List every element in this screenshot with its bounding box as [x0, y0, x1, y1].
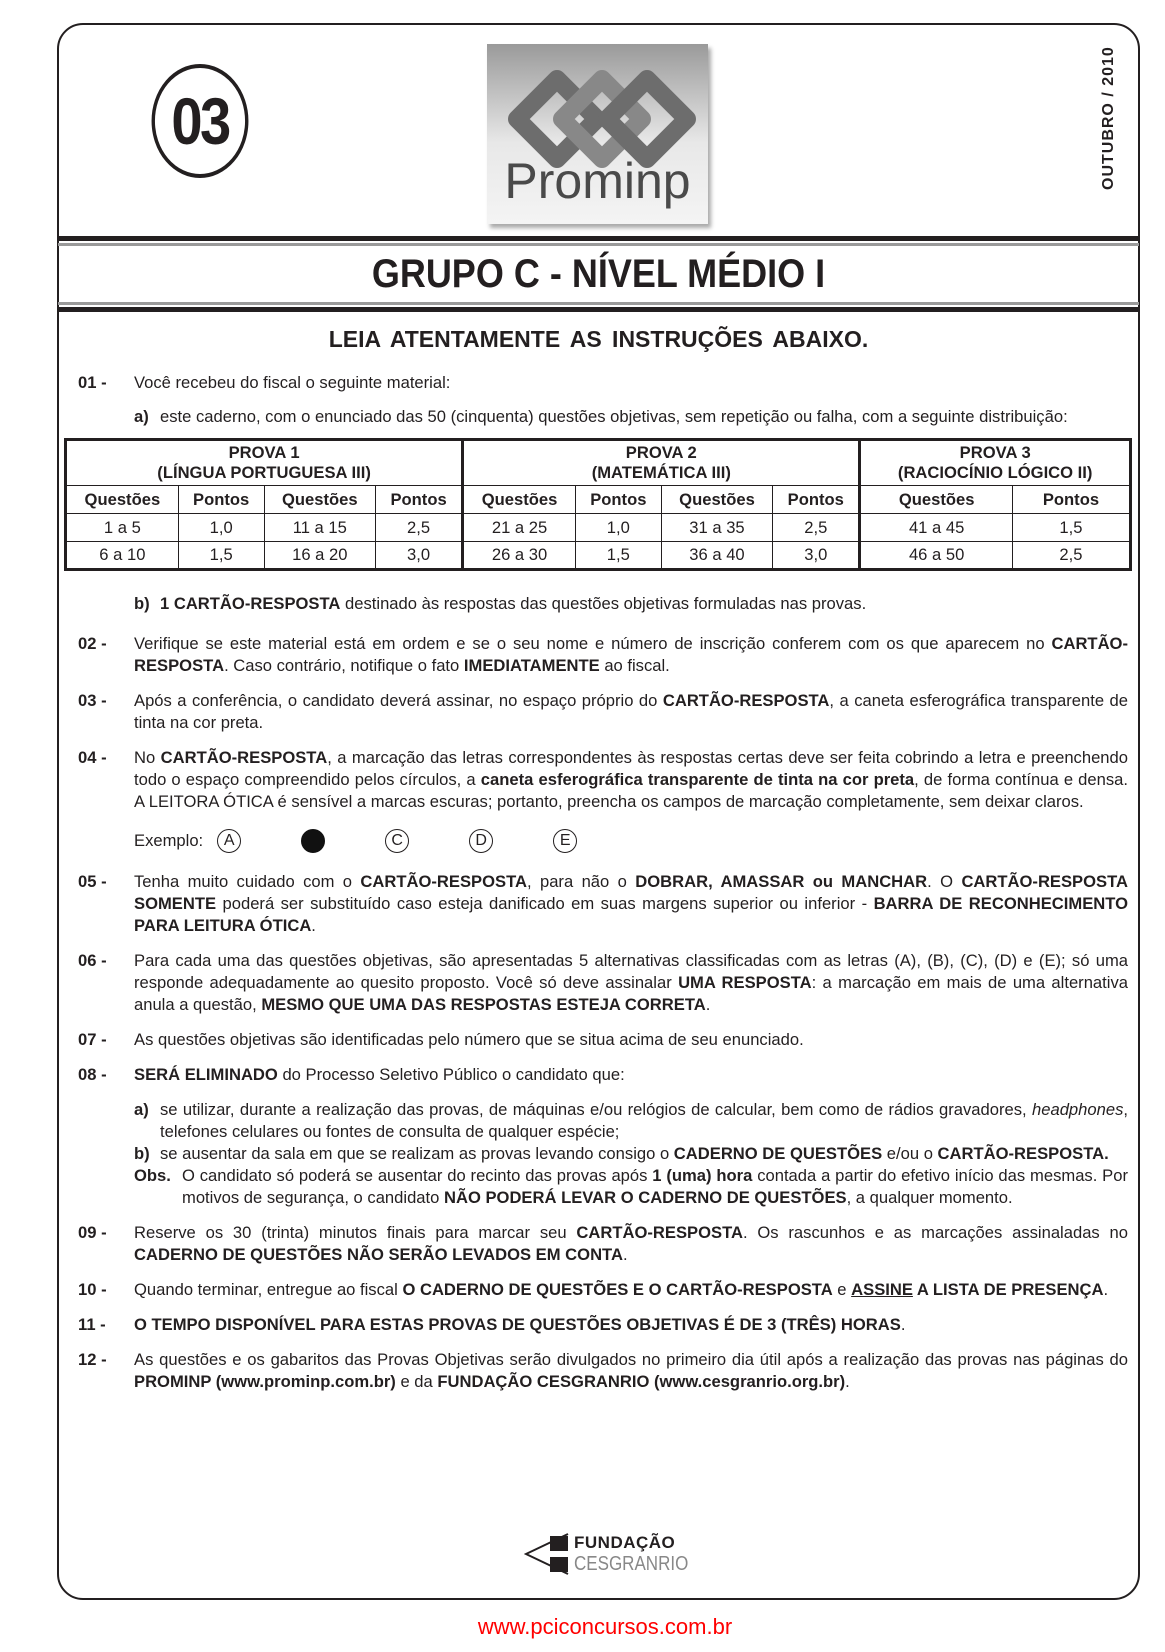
item-text [134, 1314, 1128, 1336]
text-segment: CARTÃO-RESPOSTA [662, 691, 830, 710]
example-label: Exemplo: [134, 831, 204, 850]
answer-bubble-d [469, 829, 493, 853]
text-segment: UMA RESPOSTA [678, 973, 812, 992]
instruction-item [78, 372, 1128, 394]
table-cell: 1,5 [178, 542, 264, 570]
table-group-header [66, 440, 463, 486]
instruction-item [78, 1314, 1128, 1336]
instruction-item [78, 747, 1128, 813]
instruction-item [78, 950, 1128, 1016]
item-text [134, 747, 1128, 813]
text-segment: contada a partir do efetivo início das mesmas. Por motivos de segurança, o candidato [182, 1166, 1128, 1207]
text-segment: caneta esferográfica transparente de tinta na cor preta [480, 770, 915, 789]
text-segment: se ausentar da sala em que se realizam as provas levando consigo o [160, 1144, 674, 1163]
item-number: 03 - [78, 691, 107, 710]
text-segment: poderá ser substituído caso esteja danificado em suas margens superior ou inferior - [216, 894, 874, 913]
table-cell: 11 a 15 [264, 514, 375, 542]
bubble-letter: E [559, 832, 571, 849]
text-segment: FUNDAÇÃO CESGRANRIO (www.cesgranrio.org.br) [437, 1372, 846, 1391]
text-segment: . [311, 916, 316, 935]
table-cell: 6 a 10 [66, 542, 179, 570]
bubble-letter: C [391, 832, 403, 849]
exam-distribution-table [64, 438, 1132, 571]
text-segment: Quando terminar, entregue ao fiscal [134, 1280, 403, 1299]
table-cell: 36 a 40 [661, 542, 772, 570]
text-segment: CADERNO DE QUESTÕES NÃO SERÃO LEVADOS EM CONTA [134, 1245, 623, 1264]
table-row [66, 514, 1131, 542]
text-segment: Após a conferência, o candidato deverá assinar, no espaço próprio do [134, 691, 663, 710]
page-title: GRUPO C - NÍVEL MÉDIO I [371, 252, 826, 296]
text-segment: , telefones celulares ou fontes de consulta de qualquer espécie; [160, 1100, 1128, 1141]
item-number: 10 - [78, 1280, 107, 1299]
sub-item-text [160, 593, 1128, 615]
column-header: Pontos [773, 486, 860, 514]
answer-bubble-e [553, 829, 577, 853]
table-cell: 41 a 45 [860, 514, 1013, 542]
column-header: Questões [264, 486, 375, 514]
text-segment: Reserve os 30 (trinta) minutos finais para marcar seu [134, 1223, 577, 1242]
exam-date: OUTUBRO / 2010 [1100, 46, 1117, 190]
text-segment: CARTÃO-RESPOSTA. [937, 1144, 1109, 1163]
text-segment: . [622, 1245, 628, 1264]
logo-line-2: CESGRANRIO [574, 1552, 689, 1575]
cesgranrio-logo [524, 1532, 708, 1576]
text-segment: , para não o [526, 872, 636, 891]
text-segment: . [705, 995, 711, 1014]
text-segment: As questões e os gabaritos das Provas Objetivas serão divulgados no primeiro dia útil após a realização das provas nas páginas do [134, 1350, 1128, 1369]
column-header: Questões [463, 486, 576, 514]
divider [58, 243, 1139, 246]
instruction-item [78, 633, 1128, 677]
item-number: 05 - [78, 872, 107, 891]
logo-line-1: FUNDAÇÃO [574, 1532, 676, 1552]
instruction-item [78, 1279, 1128, 1301]
item-text [134, 1222, 1128, 1266]
instruction-item [78, 1222, 1128, 1266]
sub-item-label: a) [134, 407, 149, 426]
table-cell: 2,5 [773, 514, 860, 542]
table-cell: 16 a 20 [264, 542, 375, 570]
text-segment: A LISTA DE PRESENÇA [912, 1280, 1104, 1299]
sub-item-text [160, 1099, 1128, 1143]
text-segment: O CADERNO DE QUESTÕES E O CARTÃO-RESPOSTA [402, 1280, 833, 1299]
answer-bubble-a [217, 829, 241, 853]
text-segment: do Processo Seletivo Público o candidato que: [277, 1065, 625, 1084]
table-row [66, 542, 1131, 570]
table-cell: 31 a 35 [661, 514, 772, 542]
text-segment: . O [927, 872, 962, 891]
text-segment: 1 CARTÃO-RESPOSTA [160, 594, 341, 613]
sub-item [134, 1165, 1128, 1209]
cesgranrio-arrow-icon [524, 1532, 570, 1576]
sub-item-label: Obs. [134, 1166, 171, 1185]
bubble-letter: A [223, 832, 235, 849]
column-header: Pontos [376, 486, 463, 514]
text-segment: CARTÃO-RESPOSTA [360, 872, 527, 891]
table-cell: 2,5 [376, 514, 463, 542]
item-text [134, 1029, 1128, 1051]
instructions-heading: LEIA ATENTAMENTE AS INSTRUÇÕES ABAIXO. [328, 326, 869, 352]
column-header: Questões [860, 486, 1013, 514]
item-number: 02 - [78, 634, 107, 653]
source-url[interactable]: www.pciconcursos.com.br [477, 1614, 733, 1639]
prova-title: PROVA 3 [959, 443, 1031, 462]
text-segment: Você recebeu do fiscal o seguinte material: [134, 373, 451, 392]
instruction-item [78, 1029, 1128, 1051]
text-segment: , de forma contínua e densa. A LEITORA ÓTICA é sensível a marcas escuras; portanto, preencha os campos de marcação completamente, sem deixar claros. [134, 770, 1128, 811]
text-segment: . [845, 1372, 850, 1391]
text-segment: ao fiscal. [599, 656, 670, 675]
sub-item-label: b) [134, 1144, 150, 1163]
item-text [134, 1064, 1128, 1086]
table-cell: 2,5 [1012, 542, 1130, 570]
item-number: 04 - [78, 748, 107, 767]
column-header: Pontos [178, 486, 264, 514]
sub-item-text [160, 1143, 1128, 1165]
text-segment: Tenha muito cuidado com o [134, 872, 361, 891]
item-text [134, 871, 1128, 937]
table-cell: 1 a 5 [66, 514, 179, 542]
divider [58, 307, 1139, 312]
text-segment: CARTÃO-RESPOSTA [576, 1223, 743, 1242]
prominp-logo [487, 44, 708, 224]
text-segment: MESMO QUE UMA DAS RESPOSTAS ESTEJA CORRETA [261, 995, 706, 1014]
text-segment: Verifique se este material está em ordem e se o seu nome e número de inscrição conferem com os que aparecem no [134, 634, 1052, 653]
instructions-list [78, 372, 1128, 1406]
item-text [134, 950, 1128, 1016]
text-segment: CADERNO DE QUESTÕES [673, 1144, 883, 1163]
logo-text: Prominp [504, 153, 691, 209]
item-text [134, 1349, 1128, 1393]
sub-item [134, 406, 1128, 428]
instruction-item [78, 1064, 1128, 1086]
sub-item-label: a) [134, 1100, 149, 1119]
text-segment: , a caneta esferográfica transparente de tinta na cor preta. [134, 691, 1129, 732]
text-segment: . Caso contrário, notifique o fato [224, 656, 464, 675]
text-segment: . [900, 1315, 906, 1334]
column-header: Pontos [575, 486, 661, 514]
text-segment: O TEMPO DISPONÍVEL PARA ESTAS PROVAS DE QUESTÕES OBJETIVAS É DE 3 (TRÊS) HORAS [134, 1315, 901, 1334]
item-number: 12 - [78, 1350, 107, 1369]
table-cell: 1,0 [575, 514, 661, 542]
text-segment: O candidato só poderá se ausentar do recinto das provas após [182, 1166, 653, 1185]
table-cell: 26 a 30 [463, 542, 576, 570]
prova-title: PROVA 2 [625, 443, 697, 462]
table-group-header [463, 440, 860, 486]
item-text [134, 633, 1128, 677]
text-segment: DOBRAR, AMASSAR ou MANCHAR [635, 872, 928, 891]
text-segment: se utilizar, durante a realização das provas, de máquinas e/ou relógios de calcular, bem como de rádios gravadores, [160, 1100, 1033, 1119]
item-text [134, 690, 1128, 734]
column-header: Pontos [1012, 486, 1130, 514]
text-segment: , a qualquer momento. [846, 1188, 1013, 1207]
table-cell: 1,0 [178, 514, 264, 542]
booklet-number: 03 [152, 64, 249, 178]
item-text [134, 372, 1128, 394]
sub-item [134, 1099, 1128, 1143]
text-segment: : a marcação em mais de uma alternativa anula a questão, [134, 973, 1128, 1014]
text-segment: . [1103, 1280, 1109, 1299]
sub-item-text [160, 406, 1128, 428]
text-segment: headphones [1032, 1100, 1124, 1119]
text-segment: este caderno, com o enunciado das 50 (cinquenta) questões objetivas, sem repetição ou falha, com a seguinte distribuição: [160, 407, 1068, 426]
text-segment: CARTÃO-RESPOSTA SOMENTE [134, 872, 1128, 913]
sub-item-text [182, 1165, 1128, 1209]
item-number: 09 - [78, 1223, 107, 1242]
text-segment: e/ou o [882, 1144, 938, 1163]
text-segment: e da [395, 1372, 438, 1391]
table-cell: 46 a 50 [860, 542, 1013, 570]
instruction-item [78, 1349, 1128, 1393]
item-number: 08 - [78, 1065, 107, 1084]
table-cell: 3,0 [376, 542, 463, 570]
sub-item [134, 1143, 1128, 1165]
table-cell: 21 a 25 [463, 514, 576, 542]
text-segment: NÃO PODERÁ LEVAR O CADERNO DE QUESTÕES [443, 1188, 847, 1207]
text-segment: No [134, 748, 161, 767]
item-number: 07 - [78, 1030, 107, 1049]
table-cell: 3,0 [773, 542, 860, 570]
item-number: 06 - [78, 951, 107, 970]
text-segment: ASSINE [851, 1280, 913, 1299]
sub-item-label: b) [134, 594, 150, 613]
bubble-letter: D [475, 832, 487, 849]
prova-title: PROVA 1 [228, 443, 300, 462]
text-segment: . Os rascunhos e as marcações assinaladas no [742, 1223, 1128, 1242]
text-segment: BARRA DE RECONHECIMENTO PARA LEITURA ÓTICA [134, 894, 1128, 935]
item-number: 01 - [78, 373, 107, 392]
text-segment: , a marcação das letras correspondentes às respostas certas deve ser feita cobrindo a letra e preenchendo todo o espaço compreendido pelos círculos, a [134, 748, 1128, 789]
text-segment: CARTÃO-RESPOSTA [134, 634, 1128, 675]
answer-bubble-c [385, 829, 409, 853]
text-segment: e [832, 1280, 852, 1299]
column-header: Questões [66, 486, 179, 514]
prova-subject: (LÍNGUA PORTUGUESA III) [157, 463, 371, 482]
text-segment: 1 (uma) hora [652, 1166, 753, 1185]
divider [58, 236, 1139, 241]
text-segment: As questões objetivas são identificadas pelo número que se situa acima de seu enunciado. [134, 1030, 804, 1049]
text-segment: PROMINP (www.prominp.com.br) [134, 1372, 396, 1391]
divider [58, 302, 1139, 305]
instruction-item [78, 690, 1128, 734]
answer-example [134, 829, 1128, 853]
table-cell: 1,5 [575, 542, 661, 570]
sub-item [134, 593, 1128, 615]
item-number: 11 - [78, 1315, 106, 1334]
text-segment: CARTÃO-RESPOSTA [160, 748, 328, 767]
text-segment: SERÁ ELIMINADO [134, 1065, 278, 1084]
prova-subject: (RACIOCÍNIO LÓGICO II) [897, 463, 1093, 482]
table-group-header [860, 440, 1131, 486]
text-segment: IMEDIATAMENTE [463, 656, 600, 675]
answer-bubble-b [301, 829, 325, 853]
instruction-item [78, 871, 1128, 937]
table-cell: 1,5 [1012, 514, 1130, 542]
item-text [134, 1279, 1128, 1301]
column-header: Questões [661, 486, 772, 514]
text-segment: destinado às respostas das questões objetivas formuladas nas provas. [340, 594, 867, 613]
text-segment: Para cada uma das questões objetivas, são apresentadas 5 alternativas classificadas com as letras (A), (B), (C), (D) e (E); só uma responde adequadamente ao quesito proposto. Você só deve assinalar [134, 951, 1128, 992]
prova-subject: (MATEMÁTICA III) [591, 463, 731, 482]
